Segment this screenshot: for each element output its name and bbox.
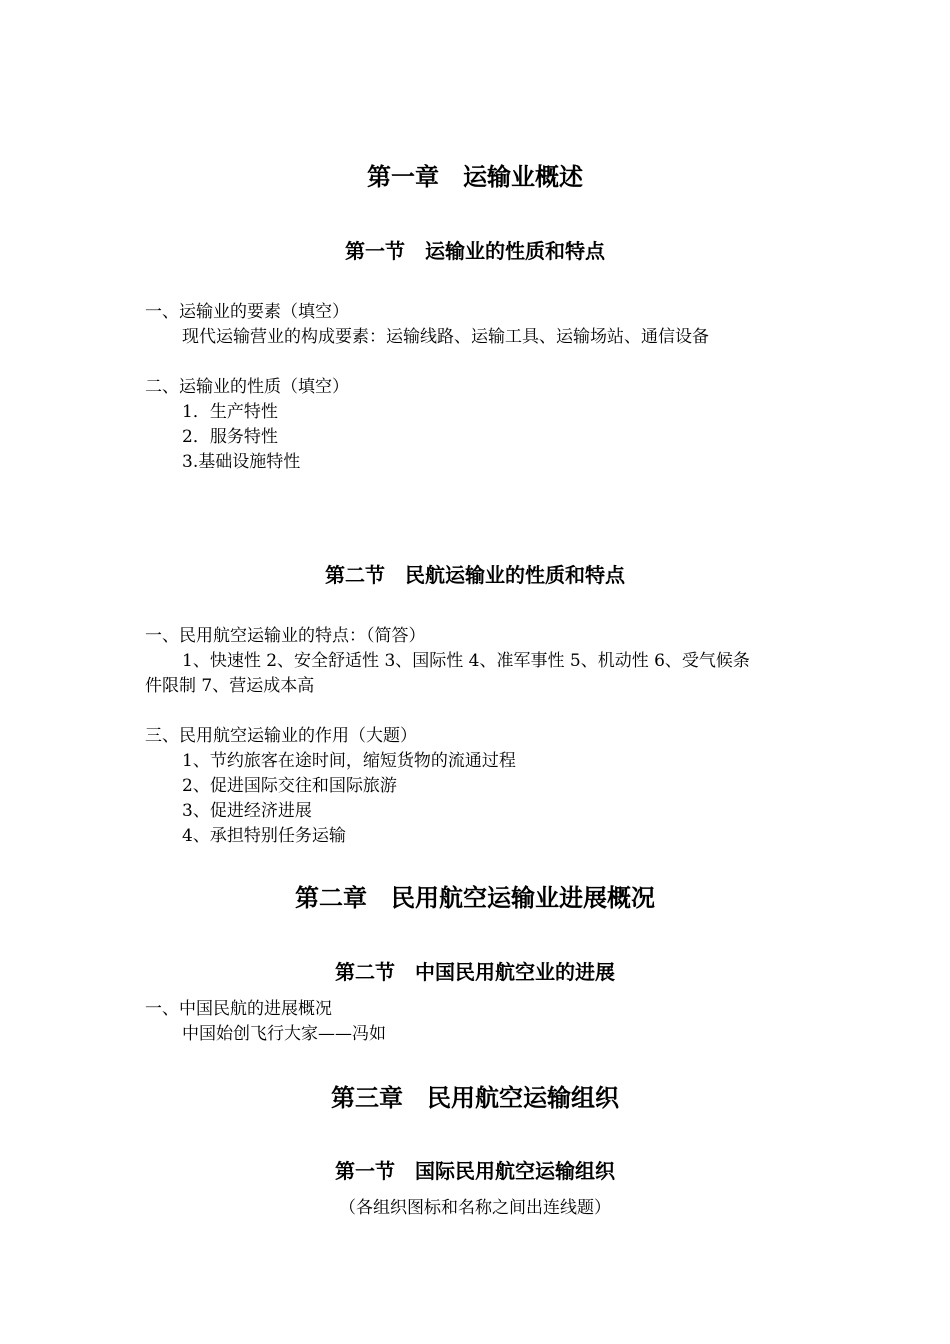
chapter-1-section-1-title: 第一节 运输业的性质和特点 bbox=[345, 239, 605, 263]
section-heading: 一、运输业的要素（填空） bbox=[145, 302, 349, 322]
section-note: （各组织图标和名称之间出连线题） bbox=[339, 1198, 611, 1218]
section-heading: 一、中国民航的进展概况 bbox=[145, 999, 332, 1019]
chapter-3-title: 第三章 民用航空运输组织 bbox=[331, 1084, 619, 1112]
chapter-2-title: 第二章 民用航空运输业进展概况 bbox=[295, 884, 655, 912]
section-text: 中国始创飞行大家——冯如 bbox=[182, 1024, 386, 1044]
chapter-1-title: 第一章 运输业概述 bbox=[367, 163, 583, 191]
section-heading: 三、民用航空运输业的作用（大题） bbox=[145, 726, 417, 746]
section-heading: 一、民用航空运输业的特点：（简答） bbox=[145, 626, 426, 646]
chapter-3-section-1-title: 第一节 国际民用航空运输组织 bbox=[335, 1159, 615, 1183]
section-heading: 二、运输业的性质（填空） bbox=[145, 377, 349, 397]
list-item: 3、促进经济进展 bbox=[182, 801, 312, 821]
list-item: 1．生产特性 bbox=[182, 402, 278, 422]
list-item: 2．服务特性 bbox=[182, 427, 278, 447]
list-item: 3.基础设施特性 bbox=[182, 452, 301, 472]
section-text: 现代运输营业的构成要素：运输线路、运输工具、运输场站、通信设备 bbox=[182, 327, 709, 347]
list-item: 1、节约旅客在途时间，缩短货物的流通过程 bbox=[182, 751, 516, 771]
section-text-continued: 件限制 7、营运成本高 bbox=[145, 676, 315, 696]
list-item: 4、承担特别任务运输 bbox=[182, 826, 346, 846]
chapter-2-section-2-title: 第二节 中国民用航空业的进展 bbox=[335, 960, 615, 984]
chapter-1-section-2-title: 第二节 民航运输业的性质和特点 bbox=[325, 563, 625, 587]
list-item: 2、促进国际交往和国际旅游 bbox=[182, 776, 397, 796]
section-text: 1、快速性 2、安全舒适性 3、国际性 4、准军事性 5、机动性 6、受气候条 bbox=[182, 651, 750, 671]
